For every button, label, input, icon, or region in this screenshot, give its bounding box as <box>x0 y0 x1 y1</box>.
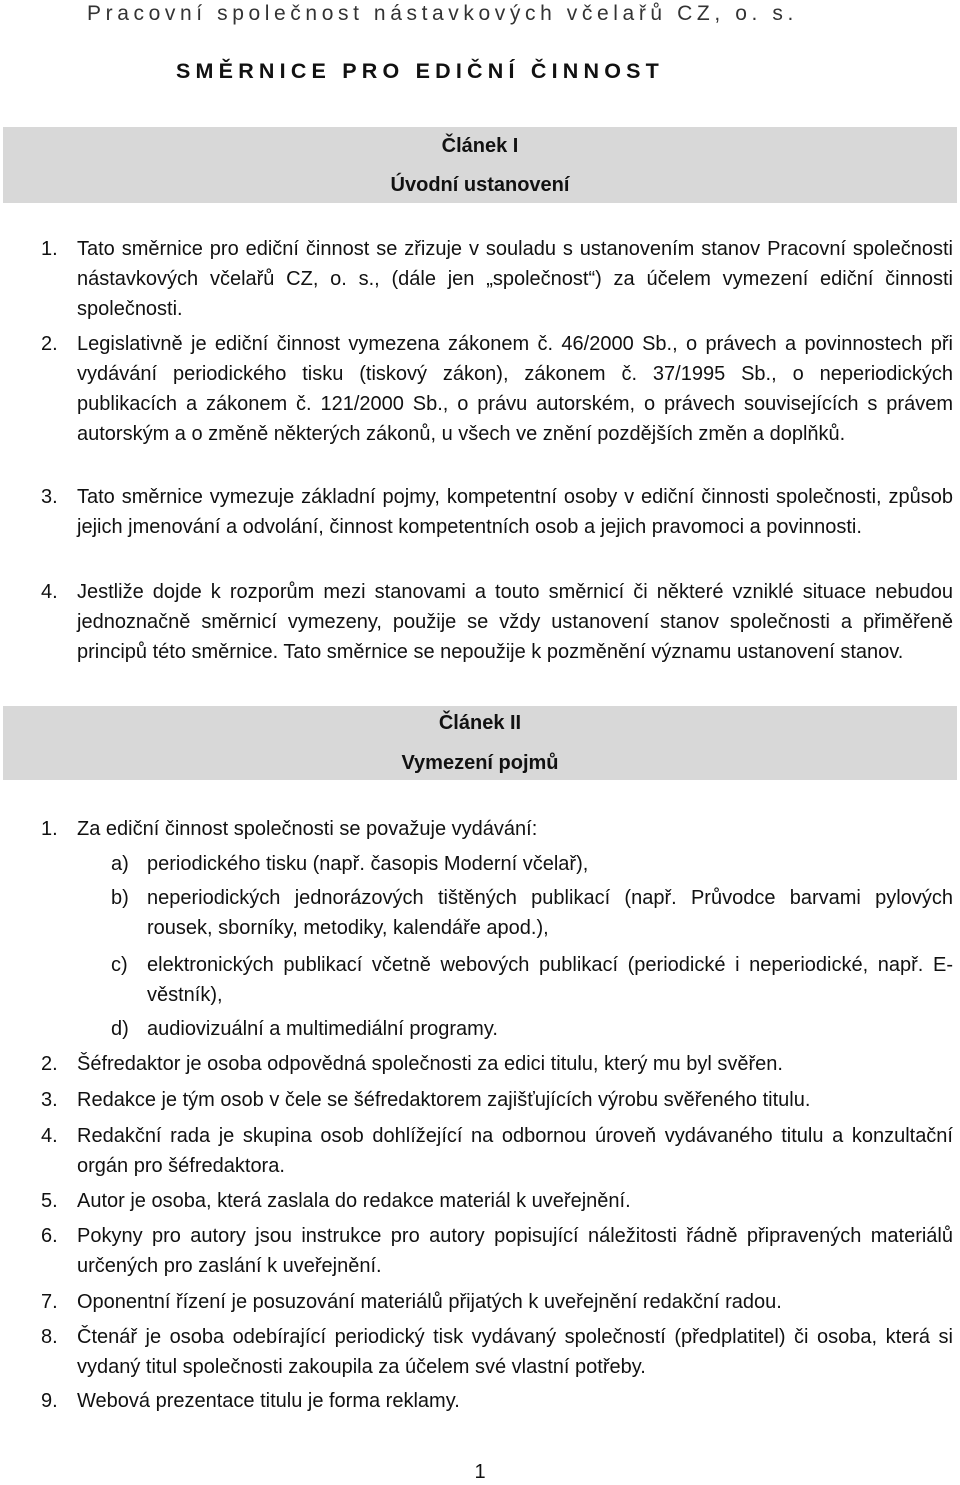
article-2-label: Článek II <box>438 712 522 734</box>
item-text: Legislativně je ediční činnost vymezena zákonem č. 46/2000 Sb., o právech a povinnostech při vydávání periodického tisku (tiskový zákon), zákonem č. 37/1995 Sb., o neperiodických publikacích a zákonem č. 121/2000 Sb., o právu autorském, o právech souvisejících s právem autorským a o změně některých zákonů, u všech ve znění pozdějších změn a doplňků. <box>77 333 953 445</box>
subitem-letter: b) <box>111 887 129 909</box>
subitem-text: audiovizuální a multimediální programy. <box>147 1018 498 1040</box>
article-2-item-4 <box>41 1121 953 1181</box>
item-number: 9. <box>41 1390 58 1412</box>
article-2-item-8 <box>41 1322 953 1382</box>
article-1-item-3 <box>41 482 953 542</box>
item-text: Redakce je tým osob v čele se šéfredaktorem zajišťujících výrobu svěřeného titulu. <box>77 1089 811 1111</box>
article-1-item-1 <box>41 234 953 324</box>
document-title: SMĚRNICE PRO EDIČNÍ ČINNOST <box>176 59 665 83</box>
item-text: Za ediční činnost společnosti se považuje vydávání: <box>77 818 538 840</box>
article-2-item-6 <box>41 1221 953 1281</box>
article-2-item-7 <box>41 1287 953 1317</box>
page-number: 1 <box>474 1461 486 1483</box>
article-2-subitem-d <box>111 1014 953 1044</box>
article-1-heading-band <box>3 127 957 203</box>
item-number: 6. <box>41 1225 58 1247</box>
subitem-text: neperiodických jednorázových tištěných publikací (např. Průvodce barvami pylových rousek, sborníky, metodiky, kalendáře apod.), <box>147 887 953 939</box>
item-number: 1. <box>41 238 58 260</box>
item-number: 3. <box>41 1089 58 1111</box>
item-text: Jestliže dojde k rozporům mezi stanovami a touto směrnicí či některé vzniklé situace nebudou jednoznačně směrnicí vymezeny, použije se vždy ustanovení stanov společnosti a přiměřeně principů této směrnice. Tato směrnice se nepoužije k pozměnění významu ustanovení stanov. <box>77 581 953 663</box>
article-1-item-4 <box>41 577 953 667</box>
item-text: Pokyny pro autory jsou instrukce pro autory popisující náležitosti řádně připravených materiálů určených pro zaslání k uveřejnění. <box>77 1225 953 1277</box>
article-2-item-9 <box>41 1386 953 1416</box>
article-2-subitem-a <box>111 849 953 879</box>
article-1-heading: Úvodní ustanovení <box>390 174 570 196</box>
subitem-letter: c) <box>111 954 128 976</box>
subitem-text: elektronických publikací včetně webových publikací (periodické i neperiodické, např. E-věstník), <box>147 954 953 1006</box>
item-number: 2. <box>41 333 58 355</box>
article-2-item-5 <box>41 1186 953 1216</box>
article-1-label: Článek I <box>441 135 519 157</box>
subitem-letter: a) <box>111 853 129 875</box>
item-text: Redakční rada je skupina osob dohlížející na odbornou úroveň vydávaného titulu a konzultační orgán pro šéfredaktora. <box>77 1125 953 1177</box>
organization-header: Pracovní společnost nástavkových včelařů CZ, o. s. <box>87 2 798 25</box>
subitem-text: periodického tisku (např. časopis Moderní včelař), <box>147 853 589 875</box>
item-text: Webová prezentace titulu je forma reklamy. <box>77 1390 460 1412</box>
item-number: 5. <box>41 1190 58 1212</box>
article-2-subitem-c <box>111 950 953 1010</box>
item-text: Tato směrnice vymezuje základní pojmy, kompetentní osoby v ediční činnosti společnosti, způsob jejich jmenování a odvolání, činnost kompetentních osob a jejich pravomoci a povinnosti. <box>77 486 953 538</box>
item-number: 1. <box>41 818 58 840</box>
item-number: 4. <box>41 581 58 603</box>
item-number: 4. <box>41 1125 58 1147</box>
article-2-item-1 <box>41 814 953 844</box>
item-number: 2. <box>41 1053 58 1075</box>
item-text: Šéfredaktor je osoba odpovědná společnosti za edici titulu, který mu byl svěřen. <box>77 1053 783 1075</box>
item-number: 8. <box>41 1326 58 1348</box>
item-text: Autor je osoba, která zaslala do redakce materiál k uveřejnění. <box>77 1190 631 1212</box>
subitem-letter: d) <box>111 1018 129 1040</box>
article-2-item-2 <box>41 1049 953 1079</box>
item-text: Čtenář je osoba odebírající periodický tisk vydávaný společností (předplatitel) či osoba, která si vydaný titul společnosti zakoupila za účelem své vlastní potřeby. <box>77 1326 953 1378</box>
item-number: 3. <box>41 486 58 508</box>
article-2-subitem-b <box>111 883 953 943</box>
item-text: Tato směrnice pro ediční činnost se zřizuje v souladu s ustanovením stanov Pracovní společnosti nástavkových včelařů CZ, o. s., (dále jen „společnost“) za účelem vymezení ediční činnosti společnosti. <box>77 238 953 320</box>
article-1-item-2 <box>41 329 953 449</box>
article-2-item-3 <box>41 1085 953 1115</box>
article-2-heading-band <box>3 706 957 780</box>
item-number: 7. <box>41 1291 58 1313</box>
article-2-heading: Vymezení pojmů <box>401 752 559 774</box>
item-text: Oponentní řízení je posuzování materiálů přijatých k uveřejnění redakční radou. <box>77 1291 782 1313</box>
